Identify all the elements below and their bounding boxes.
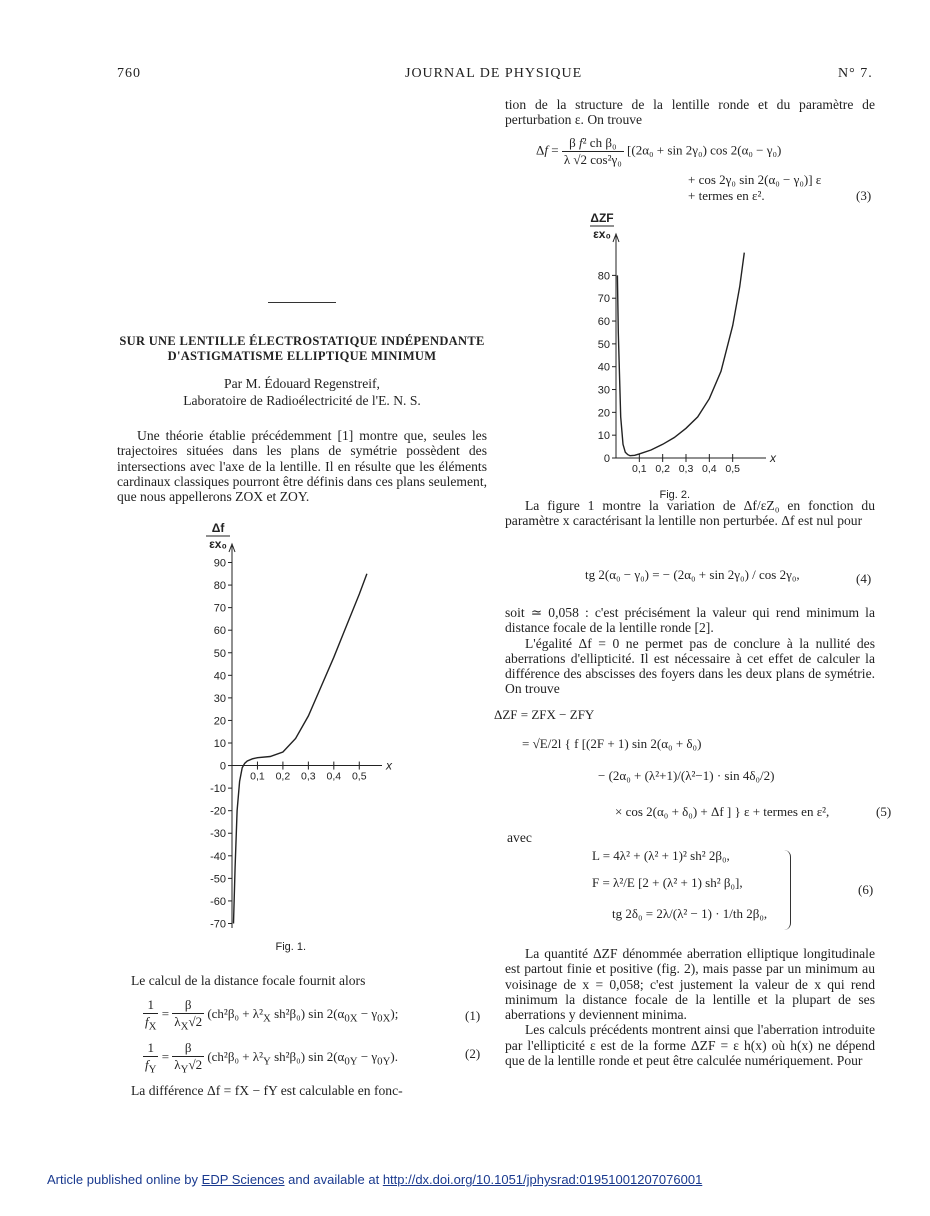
paragraph-text: La quantité ΔZF dénommée aberration elliptique longitudinale est partout finie et positive (fig. 2), mais passe par un minimum au voisinage de x = 0,058; c'est justement la valeur de x qui rend minimum la distance focale de la lentille et la plupart de ses aberrations y deviennent minima. bbox=[505, 946, 875, 1023]
equation-5-number: (5) bbox=[876, 804, 892, 819]
equation-4-number: (4) bbox=[856, 571, 872, 586]
y-tick-label: 20 bbox=[597, 407, 610, 420]
equation-3: Δf = $\frac{\text{β f² ch β₀}}{\text{λ √2 cos²γ₀}}$ [(2α₀ + sin 2γ₀) cos 2(α₀ − γ₀) bbox=[536, 135, 782, 167]
paragraph-text: L'égalité Δf = 0 ne permet pas de conclure à la nullité des aberrations d'ellipticité. Il est nécessaire à cet effet de calculer la différence des abscisses des foyers dans les deux plans de symétrie. On trouve bbox=[505, 635, 875, 697]
paragraph-text: Une théorie établie précédemment [1] montre que, seules les trajectoires situées dans les plans de symétrie possèdent des intersections avec l'axe de la lentille. Il en résulte que les éléments cardinaux classiques pourront être définis dans ces plans seulement, que nous appellerons ZOX et ZOY. bbox=[117, 428, 487, 505]
issue-number: N° 7. bbox=[838, 66, 873, 81]
equation-6-number: (6) bbox=[858, 882, 874, 897]
x-tick-label: 0,2 bbox=[655, 463, 670, 475]
y-tick-label: -70 bbox=[210, 918, 226, 931]
figure-caption: Fig. 2. bbox=[659, 489, 691, 501]
x-tick-label: 0,3 bbox=[301, 770, 316, 783]
equation-2: $\frac{1}{f_Y}$ = $\frac{\beta}{\lambda_Y√2}$ ($ch^2\beta_0 + \lambda^2_Y$ sh²β₀) $\sin 2(\alpha_{0Y} - \gamma_{0Y})$. bbox=[145, 1040, 398, 1076]
equation-1: $\frac{1}{f_X}$ = $\frac{\beta}{\lambda_X√2}$ ($ch^2\beta_0 + \lambda^2_X$ sh²β₀) $\sin 2(\alpha_{0X} - \gamma_{0X})$; bbox=[145, 997, 399, 1033]
footer-middle: and available at bbox=[284, 1172, 383, 1187]
equation-6-line-3: tg 2δ₀ = 2λ/(λ² − 1) · 1/th 2β₀, bbox=[612, 906, 768, 921]
author: Par M. Édouard Regenstreif, bbox=[224, 376, 380, 391]
avec-label: avec bbox=[507, 830, 532, 845]
x-tick-label: 0,1 bbox=[250, 770, 265, 783]
y-tick-label: 10 bbox=[213, 738, 226, 750]
figure-2-chart bbox=[590, 210, 790, 501]
y-tick-label: -10 bbox=[210, 783, 226, 796]
figure-caption: Fig. 1. bbox=[275, 941, 307, 953]
footer-credit bbox=[47, 1172, 702, 1187]
x-tick-label: 0,5 bbox=[351, 770, 367, 783]
result-paragraph bbox=[505, 605, 875, 697]
figure-description-paragraph bbox=[505, 498, 875, 529]
x-tick-label: 0,2 bbox=[275, 770, 291, 783]
y-axis-label-top: Δf bbox=[211, 521, 225, 535]
equation-5-line-2: = √E/2l { f [(2F + 1) sin 2(α₀ + δ₀) bbox=[522, 736, 702, 751]
y-tick-label: 20 bbox=[213, 715, 226, 728]
y-tick-label: -30 bbox=[210, 828, 226, 841]
difference-paragraph: La différence Δf = fX − fY est calculable en fonc- bbox=[131, 1083, 403, 1098]
figure-1-chart bbox=[150, 521, 400, 953]
y-axis-label-top: ΔZF bbox=[590, 211, 614, 225]
y-tick-label: 80 bbox=[213, 580, 226, 593]
paragraph-text: Les calculs précédents montrent ainsi que l'aberration introduite par l'ellipticité ε est de la forme ΔZF = ε h(x) où h(x) ne dépend que de la lentille ronde et peut être calculée numériquement. Pour bbox=[505, 1022, 875, 1069]
intro-paragraph bbox=[117, 428, 487, 504]
y-tick-label: 0 bbox=[603, 453, 610, 465]
y-tick-label: -20 bbox=[210, 805, 226, 818]
equation-3-number: (3) bbox=[856, 188, 872, 203]
edp-sciences-link[interactable]: EDP Sciences bbox=[201, 1172, 285, 1187]
affiliation: Laboratoire de Radioélectricité de l'E. N. S. bbox=[183, 393, 421, 408]
y-tick-label: -50 bbox=[210, 873, 226, 886]
y-tick-label: 30 bbox=[597, 384, 610, 397]
title-line-1: SUR UNE LENTILLE ÉLECTROSTATIQUE INDÉPENDANTE bbox=[119, 334, 485, 348]
right-top-paragraph: tion de la structure de la lentille ronde et du paramètre de perturbation ε. On trouve bbox=[505, 97, 875, 128]
footer-prefix: Article published online by bbox=[47, 1172, 202, 1187]
y-tick-label: 60 bbox=[213, 625, 226, 638]
y-axis-label-bottom: εx₀ bbox=[593, 227, 611, 241]
x-tick-label: 0,5 bbox=[725, 463, 740, 475]
article-title bbox=[112, 334, 492, 364]
y-tick-label: 40 bbox=[213, 670, 226, 683]
y-tick-label: 90 bbox=[213, 557, 226, 570]
y-tick-label: 30 bbox=[213, 692, 226, 705]
y-tick-label: 0 bbox=[219, 760, 226, 773]
equation-3-line-2: + cos 2γ₀ sin 2(α₀ − γ₀)] ε bbox=[688, 172, 822, 187]
x-tick-label: 0,4 bbox=[326, 770, 342, 783]
journal-name: JOURNAL DE PHYSIQUE bbox=[405, 66, 583, 81]
equation-5-line-3: − (2α₀ + (λ²+1)/(λ²−1) · sin 4δ₀/2) bbox=[598, 768, 775, 783]
y-tick-label: 50 bbox=[597, 338, 610, 351]
focal-paragraph: Le calcul de la distance focale fournit alors bbox=[131, 973, 366, 988]
equation-1-number: (1) bbox=[465, 1008, 481, 1023]
x-tick-label: 0,4 bbox=[702, 463, 717, 475]
y-tick-label: 60 bbox=[597, 316, 610, 329]
data-curve bbox=[617, 253, 744, 456]
y-tick-label: 70 bbox=[213, 602, 226, 615]
y-tick-label: 50 bbox=[213, 647, 226, 660]
equation-3-line-3: + termes en ε². bbox=[688, 188, 765, 203]
equation-5-line-1: ΔZF = ZFX − ZFY bbox=[494, 707, 595, 722]
equation-6-brace bbox=[784, 850, 791, 930]
equation-6-line-1: L = 4λ² + (λ² + 1)² sh² 2β₀, bbox=[592, 848, 730, 863]
page-number: 760 bbox=[117, 66, 141, 81]
equation-6-line-2: F = λ²/E [2 + (λ² + 1) sh² β₀], bbox=[592, 875, 743, 890]
equation-2-number: (2) bbox=[465, 1046, 481, 1061]
equation-4: tg 2(α₀ − γ₀) = − (2α₀ + sin 2γ₀) / cos 2γ₀, bbox=[585, 567, 800, 582]
y-tick-label: -60 bbox=[210, 895, 226, 908]
x-tick-label: 0,3 bbox=[678, 463, 694, 475]
doi-link[interactable]: http://dx.doi.org/10.1051/jphysrad:01951001207076001 bbox=[382, 1172, 703, 1187]
x-tick-label: 0,1 bbox=[632, 463, 647, 475]
separator-rule bbox=[268, 302, 336, 303]
paragraph-text: soit ≃ 0,058 : c'est précisément la valeur qui rend minimum la distance focale de la lentille ronde [2]. bbox=[505, 605, 875, 636]
y-tick-label: -40 bbox=[210, 850, 226, 863]
equation-5-line-4: × cos 2(α₀ + δ₀) + Δf ] } ε + termes en ε², bbox=[615, 804, 830, 819]
y-tick-label: 10 bbox=[597, 430, 610, 443]
data-curve bbox=[234, 574, 367, 924]
y-tick-label: 80 bbox=[597, 270, 610, 283]
x-axis-label: x bbox=[386, 758, 392, 773]
y-tick-label: 70 bbox=[597, 293, 610, 306]
title-line-2: D'ASTIGMATISME ELLIPTIQUE MINIMUM bbox=[167, 349, 437, 363]
conclusion-paragraphs bbox=[505, 946, 875, 1068]
y-axis-label-bottom: εx₀ bbox=[209, 537, 227, 551]
paragraph-text: La figure 1 montre la variation de Δf/εZ₀ en fonction du paramètre x caractérisant la lentille non perturbée. Δf est nul pour bbox=[505, 498, 875, 529]
x-axis-label: x bbox=[770, 451, 776, 465]
y-tick-label: 40 bbox=[597, 361, 610, 374]
